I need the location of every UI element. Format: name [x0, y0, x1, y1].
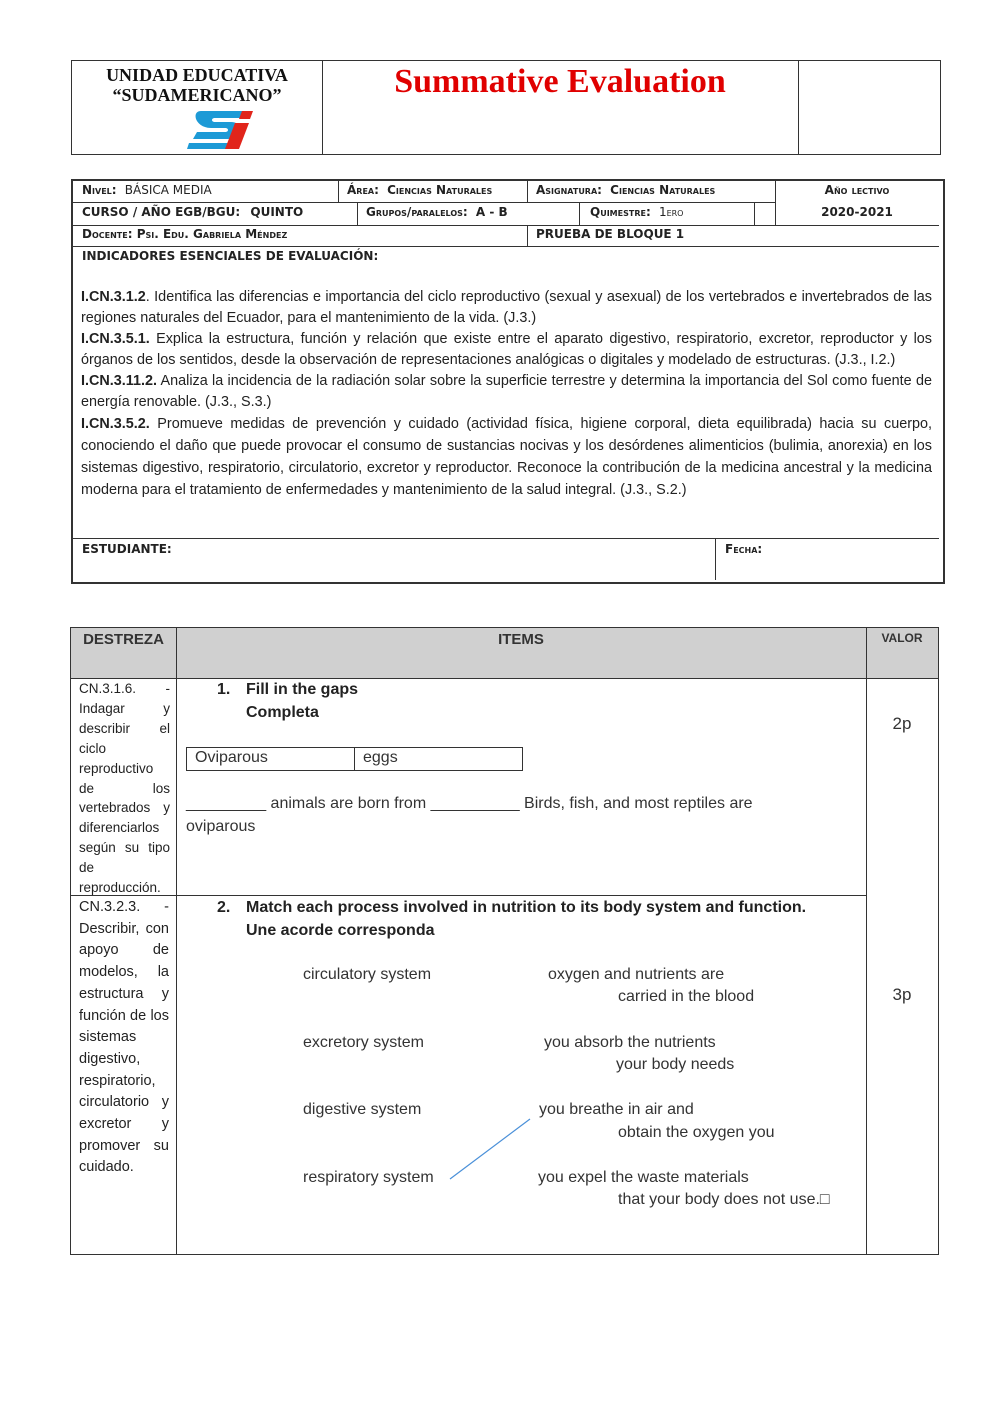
function-item-line2: that your body does not use.□: [618, 1191, 830, 1208]
indicator-item: I.CN.3.5.1. Explica la estructura, función y relación que existe entre el aparato digestivo, respiratorio, excretor, reproductor y los órganos de los sentidos, desde la observación de representaciones analógicas o digitales y modelado de estructuras. (J.3., I.2.): [81, 331, 932, 368]
system-item[interactable]: digestive system: [303, 1101, 422, 1118]
destreza-row1: CN.3.1.6. - Indagar y describir el ciclo reproductivo de los vertebrados y diferenciarlos según su tipo de reproducción.: [79, 681, 170, 896]
function-item-line2: carried in the blood: [618, 988, 755, 1005]
fecha-input-area[interactable]: [773, 543, 933, 573]
anio-lectivo-label: Año lectivo: [824, 183, 890, 197]
curso-field: CURSO / AÑO EGB/BGU: QUINTO: [82, 205, 304, 219]
school-name-line1: UNIDAD EDUCATIVA: [106, 65, 288, 85]
curso-value: QUINTO: [250, 205, 304, 219]
items-header: ITEMS: [498, 631, 544, 648]
school-name: [72, 65, 322, 105]
q1-sentence-end: oviparous: [186, 818, 256, 835]
q1-number: 1.: [217, 681, 231, 698]
indicators-block: [81, 287, 932, 501]
match-line[interactable]: [441, 1113, 541, 1185]
system-item[interactable]: circulatory system: [303, 966, 432, 983]
function-item-line2: your body needs: [616, 1056, 735, 1073]
word-bank-item[interactable]: eggs: [363, 749, 398, 766]
gap-blank-1[interactable]: _________: [186, 795, 267, 812]
destreza-header: DESTREZA: [83, 631, 164, 648]
items-table: [70, 627, 939, 1255]
quimestre-field: Quimestre: 1ero: [590, 205, 684, 219]
anio-lectivo-value: 2020-2021: [821, 205, 893, 219]
estudiante-input-area[interactable]: [233, 543, 703, 573]
school-name-line2: “SUDAMERICANO”: [112, 85, 282, 105]
quimestre-value: 1ero: [658, 205, 684, 219]
row2-value: 3p: [892, 985, 912, 1004]
indicator-item: I.CN.3.5.2. Promueve medidas de prevención y cuidado (actividad física, higiene corporal, dieta equilibrada) hacia su cuerpo, conociendo el daño que puede provocar el consumo de sustancias nocivas y los desórdenes alimenticios (bulimia, anorexia) en los sistemas digestivo, respiratorio, circulatorio, excretor y reproductor. Reconoce la contribución de la medicina ancestral y la medicina moderna para el tratamiento de enfermedades y mantenimiento de la salud integral. (J.3., S.2.): [81, 416, 932, 498]
function-item-line1[interactable]: you breathe in air and: [539, 1101, 694, 1118]
function-item-line1[interactable]: oxygen and nutrients are: [548, 966, 725, 983]
fecha-label: Fecha:: [725, 542, 763, 556]
valor-header: VALOR: [881, 631, 923, 645]
grupos-value: A - B: [475, 205, 508, 219]
gap-blank-2[interactable]: __________: [430, 795, 520, 812]
prueba-label: PRUEBA DE BLOQUE 1: [536, 227, 685, 241]
function-item-line1[interactable]: you expel the waste materials: [538, 1169, 749, 1186]
nivel-field: Nivel: BÁSICA MEDIA: [82, 183, 212, 197]
title-cell: [322, 61, 799, 154]
function-item-line1[interactable]: you absorb the nutrients: [544, 1034, 716, 1051]
q1-sentence: _________ animals are born from __________ Birds, fish, and most reptiles are: [186, 795, 753, 812]
system-item[interactable]: excretory system: [303, 1034, 424, 1051]
asignatura-value: Ciencias Naturales: [610, 183, 716, 197]
function-item-line2: obtain the oxygen you: [618, 1124, 775, 1141]
area-field: Área: Ciencias Naturales: [347, 183, 493, 197]
info-table: [71, 179, 945, 584]
document-title: Summative Evaluation: [394, 63, 726, 100]
q1-subtitle: Completa: [246, 704, 319, 721]
school-cell: [72, 61, 323, 154]
word-bank-item[interactable]: Oviparous: [195, 749, 268, 766]
row1-value: 2p: [892, 714, 912, 733]
nivel-value: BÁSICA MEDIA: [124, 183, 212, 197]
system-item[interactable]: respiratory system: [303, 1169, 434, 1186]
q1-title: Fill in the gaps: [246, 681, 359, 698]
q2-number: 2.: [217, 899, 231, 916]
asignatura-field: Asignatura: Ciencias Naturales: [536, 183, 716, 197]
indicator-item: I.CN.3.1.2. Identifica las diferencias e importancia del ciclo reproductivo (sexual y asexual) de los vertebrados e invertebrados de las regiones naturales del Ecuador, para el mantenimiento de la vida. (J.3.): [81, 289, 932, 326]
grupos-field: Grupos/paralelos: A - B: [366, 205, 508, 219]
indicator-item: I.CN.3.11.2. Analiza la incidencia de la radiación solar sobre la superficie terrestre y determina la importancia del Sol como fuente de energía renovable. (J.3., S.3.): [81, 373, 932, 410]
q2-subtitle: Une acorde corresponda: [246, 922, 435, 939]
destreza-row2: CN.3.2.3. - Describir, con apoyo de modelos, la estructura y función de los sistemas digestivo, respiratorio, circulatorio y excretor y promover su cuidado.: [79, 899, 169, 1176]
word-bank: [186, 747, 523, 771]
q2-title: Match each process involved in nutrition to its body system and function.: [246, 899, 807, 916]
docente-field: Docente: Psi. Edu. Gabriela Méndez: [82, 227, 288, 241]
area-value: Ciencias Naturales: [387, 183, 493, 197]
header-box: [71, 60, 941, 155]
indicadores-title: INDICADORES ESENCIALES DE EVALUACIÓN:: [82, 249, 379, 263]
school-logo: [187, 109, 259, 153]
estudiante-label: ESTUDIANTE:: [82, 542, 172, 556]
